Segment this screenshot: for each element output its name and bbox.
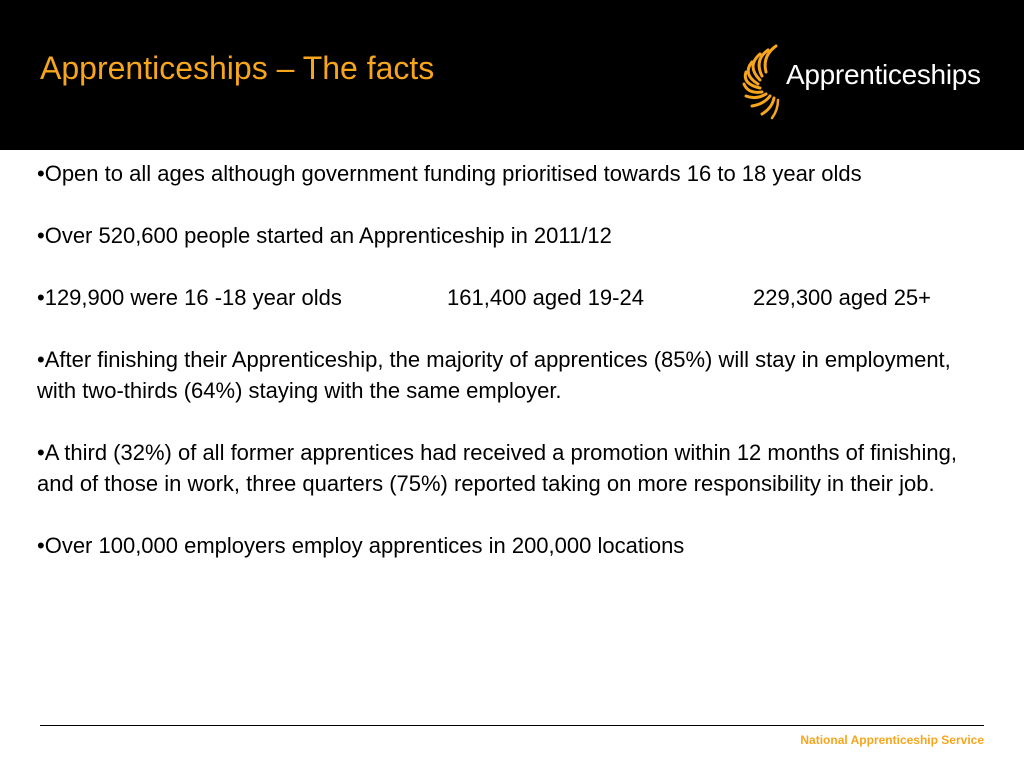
header-bar [0,0,1024,150]
age-16-18-text: •129,900 were 16 -18 year olds [37,285,342,310]
fact-item-age-breakdown [37,282,987,313]
sunburst-logo-icon [740,42,790,122]
logo-text: Apprenticeships [786,59,981,90]
fact-item-employers: •Over 100,000 employers employ apprentices in 200,000 locations [37,533,685,558]
fact-item-ages: •Open to all ages although government funding prioritised towards 16 to 18 year olds [37,161,862,186]
fact-item-starts: •Over 520,600 people started an Apprenticeship in 2011/12 [37,223,612,248]
slide-title: Apprenticeships – The facts [40,50,435,86]
footer-divider [40,725,984,726]
fact-item-promotion: •A third (32%) of all former apprentices had received a promotion within 12 months of finishing, and of those in work, three quarters (75%) reported taking on more responsibility in their job. [37,440,957,496]
footer-organisation: National Apprenticeship Service [800,733,984,747]
apprenticeships-logo [740,42,990,122]
age-25-plus-text: 229,300 aged 25+ [753,285,932,310]
fact-item-employment: •After finishing their Apprenticeship, the majority of apprentices (85%) will stay in employment, with two-thirds (64%) staying with the same employer. [37,347,951,403]
age-19-24-text: 161,400 aged 19-24 [447,285,644,310]
fact-list [37,158,987,561]
